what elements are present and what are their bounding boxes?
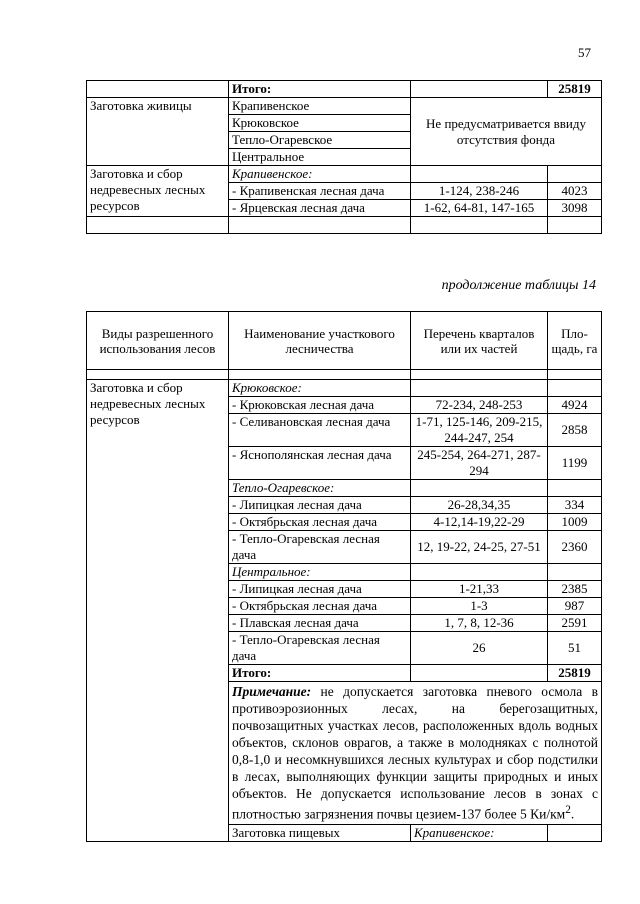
area: 334 [548,497,602,514]
quarters: 1-62, 64-81, 147-165 [411,200,548,217]
dacha-name: - Ярцевская лесная дача [229,200,411,217]
resin-note: Не предусматривается ввиду отсутствия фонда [411,98,602,166]
quarters: 1-21,33 [411,581,548,598]
note-end: . [570,806,575,822]
dacha-name: - Октябрьская лесная дача [229,598,411,615]
quarters: 1-71, 125-146, 209-215, 244-247, 254 [411,414,548,447]
dacha-name: - Липицкая лесная дача [229,581,411,598]
quarters: 26-28,34,35 [411,497,548,514]
area: 2385 [548,581,602,598]
total-value: 25819 [548,665,602,682]
use-type-label: Заготовка и сбор недревесных лесных ресурсов [87,380,229,842]
quarters: 12, 19-22, 24-25, 27-51 [411,531,548,564]
forestry-group-label: Крюковское: [229,380,411,397]
forestry-cell: Тепло-Огаревское [229,132,411,149]
dacha-name: - Октябрьская лесная дача [229,514,411,531]
area: 2591 [548,615,602,632]
continuation-label: продолжение таблицы 14 [441,278,596,293]
note-text: не допускается заготовка пневого осмола в противоэрозионных лесах, на берегозащитных, почвозащитных участках лесов, расположенных вдоль водных объектов, склонов оврагов, а также в молодняках с полнотой 0,8-1,0 и несомкнувшихся лесных культурах и сбор подстилки в лесах, выполняющих функции защиты природных и иных объектов. Не допускается использование лесов в зонах с плотностью загрязнения почвы цезием-137 более 5 Ки/км [232,684,598,822]
area: 2360 [548,531,602,564]
header-forestry: Наименование участкового лесничества [229,312,411,370]
quarters: 1-124, 238-246 [411,183,548,200]
note-label: Примечание: [232,684,312,699]
total-label: Итого: [229,665,411,682]
dacha-name: - Селивановская лесная дача [229,414,411,447]
forestry-group-label: Центральное: [229,564,411,581]
forestry-group-label: Тепло-Огаревское: [229,480,411,497]
area: 3098 [548,200,602,217]
forestry-cell: Крапивенское [229,98,411,115]
forestry-group-label: Крапивенское: [229,166,411,183]
dacha-name: - Тепло-Огаревская лесная дача [229,632,411,665]
area: 1199 [548,447,602,480]
forestry-cell: Крюковское [229,115,411,132]
dacha-name: - Плавская лесная дача [229,615,411,632]
dacha-name: - Крапивенская лесная дача [229,183,411,200]
dacha-name: - Яснополянская лесная дача [229,447,411,480]
forestry-cell: Центральное [229,149,411,166]
area: 51 [548,632,602,665]
dacha-name: - Крюковская лесная дача [229,397,411,414]
use-type-label: Заготовка пищевых [229,824,411,841]
quarters: 245-254, 264-271, 287-294 [411,447,548,480]
area: 2858 [548,414,602,447]
area: 987 [548,598,602,615]
forestry-group-label: Крапивенское: [411,824,548,841]
dacha-name: - Тепло-Огаревская лесная дача [229,531,411,564]
total-label: Итого: [229,81,411,98]
quarters: 26 [411,632,548,665]
resin-row-label: Заготовка живицы [87,98,229,166]
page-number: 57 [578,45,591,60]
quarters: 1, 7, 8, 12-36 [411,615,548,632]
note-superscript: 2 [565,804,571,816]
area: 4924 [548,397,602,414]
quarters: 72-234, 248-253 [411,397,548,414]
quarters: 4-12,14-19,22-29 [411,514,548,531]
area: 1009 [548,514,602,531]
table-top [86,80,602,234]
header-quarters: Перечень кварталов или их частей [411,312,548,370]
dacha-name: - Липицкая лесная дача [229,497,411,514]
header-area: Пло-щадь, га [548,312,602,370]
nontimber-row-label: Заготовка и сбор недревесных лесных ресурсов [87,166,229,217]
quarters: 1-3 [411,598,548,615]
header-use-type: Виды разрешенного использования лесов [87,312,229,370]
area: 4023 [548,183,602,200]
table-main [86,311,602,842]
note [229,682,602,825]
total-value: 25819 [548,81,602,98]
